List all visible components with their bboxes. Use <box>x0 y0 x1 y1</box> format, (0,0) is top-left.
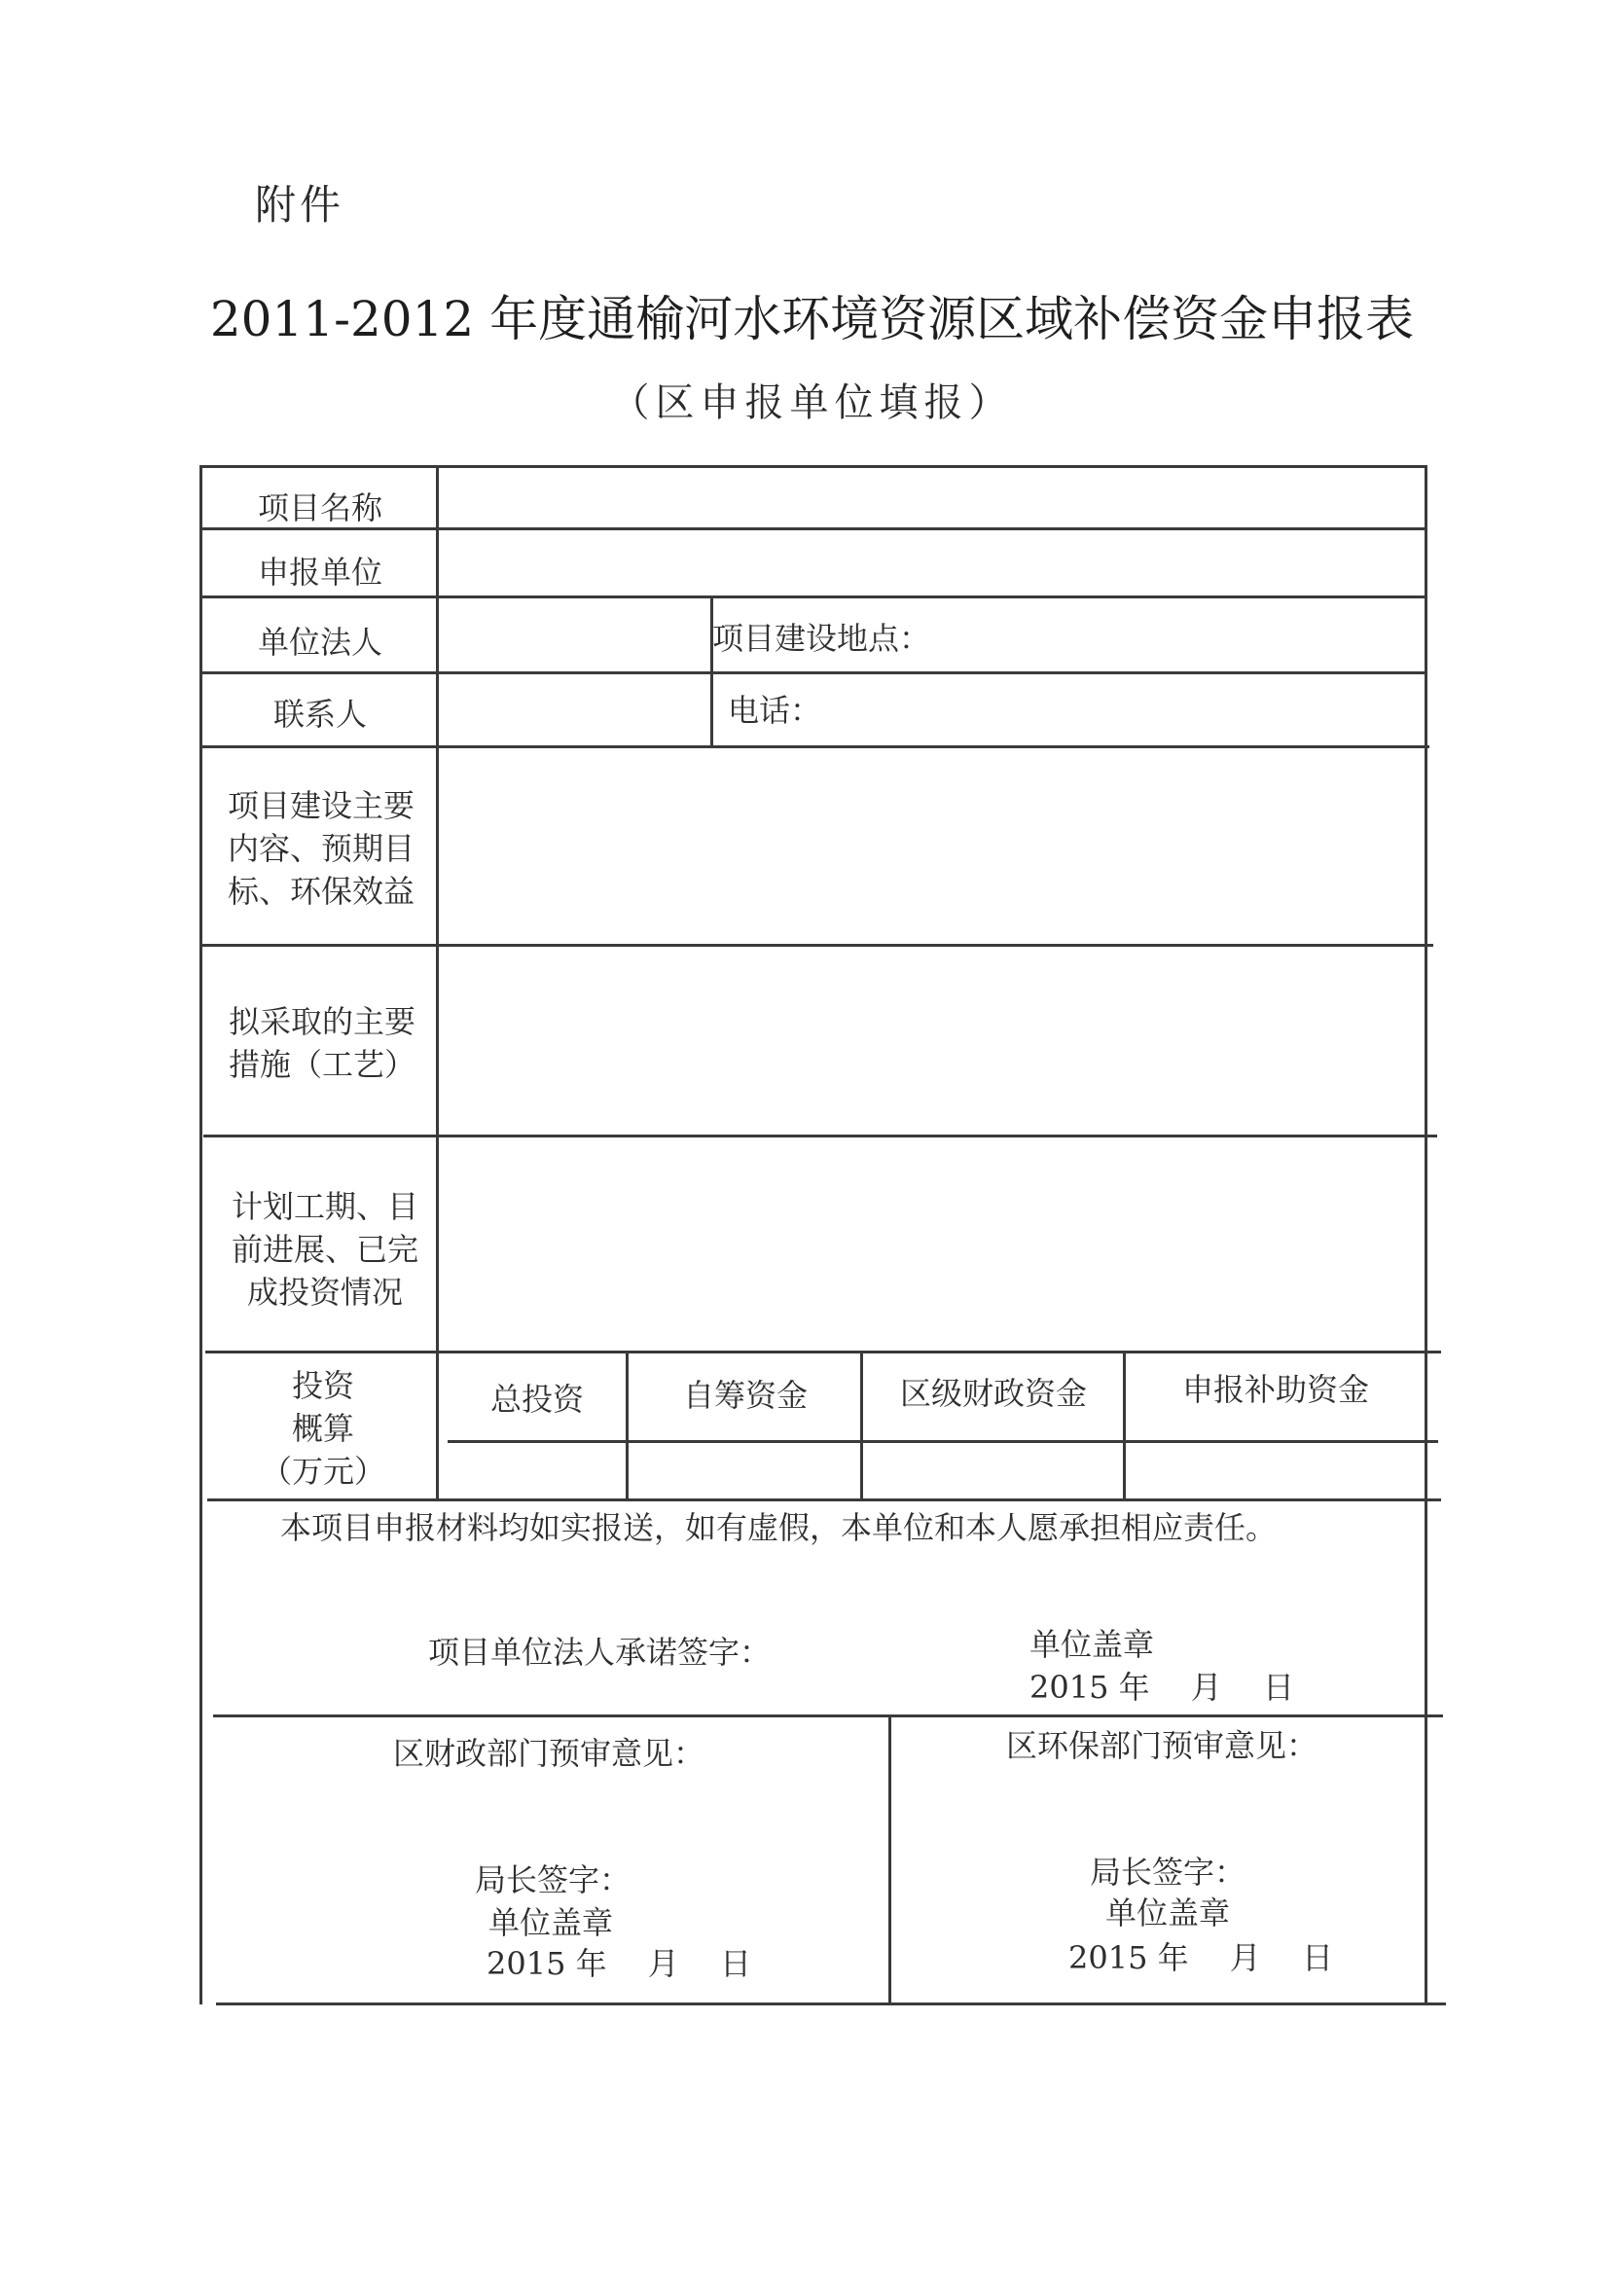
label-column-divider <box>436 465 439 1500</box>
attachment-label: 附件 <box>255 181 345 229</box>
row-divider <box>205 1351 1441 1353</box>
project-name-label: 项目名称 <box>257 489 382 526</box>
finance-date: 2015 年 月 日 <box>487 1945 751 1982</box>
form-subtitle: （区申报单位填报） <box>610 380 1014 425</box>
opinion-divider <box>888 1714 891 2004</box>
legal-person-label: 单位法人 <box>257 624 382 661</box>
phone-label: 电话： <box>728 692 822 729</box>
budget-col-self: 自筹资金 <box>682 1377 808 1414</box>
applicant-label: 申报单位 <box>257 554 382 591</box>
schedule-label: 计划工期、目 前进展、已完 成投资情况 <box>231 1188 418 1311</box>
row-divider <box>201 944 1433 947</box>
measures-label: 拟采取的主要 措施（工艺） <box>228 1003 415 1083</box>
row-divider <box>199 671 1427 674</box>
finance-opinion-label: 区财政部门预审意见： <box>393 1735 705 1772</box>
contact-label: 联系人 <box>272 696 367 733</box>
declaration-text: 本项目申报材料均如实报送，如有虚假，本单位和本人愿承担相应责任。 <box>280 1509 1278 1546</box>
finance-unit-seal: 单位盖章 <box>488 1904 614 1941</box>
row-divider <box>203 1135 1437 1137</box>
table-border-left <box>199 465 202 2004</box>
row-divider <box>207 1498 1441 1501</box>
table-border-right <box>1425 465 1427 2004</box>
budget-col-district: 区级财政资金 <box>899 1375 1087 1412</box>
env-director-sign: 局长签字： <box>1090 1854 1246 1891</box>
row-divider <box>199 595 1426 598</box>
row-divider <box>201 745 1429 748</box>
legal-sign-label: 项目单位法人承诺签字： <box>428 1634 772 1671</box>
env-unit-seal: 单位盖章 <box>1105 1894 1231 1931</box>
finance-director-sign: 局长签字： <box>475 1861 632 1898</box>
row-divider <box>213 1714 1443 1717</box>
budget-header-divider <box>448 1440 1438 1443</box>
table-border-bottom <box>216 2002 1446 2005</box>
unit-seal-label: 单位盖章 <box>1029 1626 1155 1663</box>
date-label: 2015 年 月 日 <box>1029 1669 1294 1706</box>
project-content-label: 项目建设主要 内容、预期目 标、环保效益 <box>227 787 415 910</box>
form-title: 2011-2012 年度通榆河水环境资源区域补偿资金申报表 <box>209 291 1415 347</box>
env-opinion-label: 区环保部门预审意见： <box>1006 1727 1318 1764</box>
budget-col-request: 申报补助资金 <box>1181 1371 1369 1408</box>
table-border-top <box>199 465 1426 468</box>
project-site-label: 项目建设地点： <box>712 620 931 657</box>
env-date: 2015 年 月 日 <box>1068 1939 1333 1976</box>
budget-col-total: 总投资 <box>489 1381 584 1418</box>
budget-label: 投资 概算 （万元） <box>260 1367 385 1490</box>
